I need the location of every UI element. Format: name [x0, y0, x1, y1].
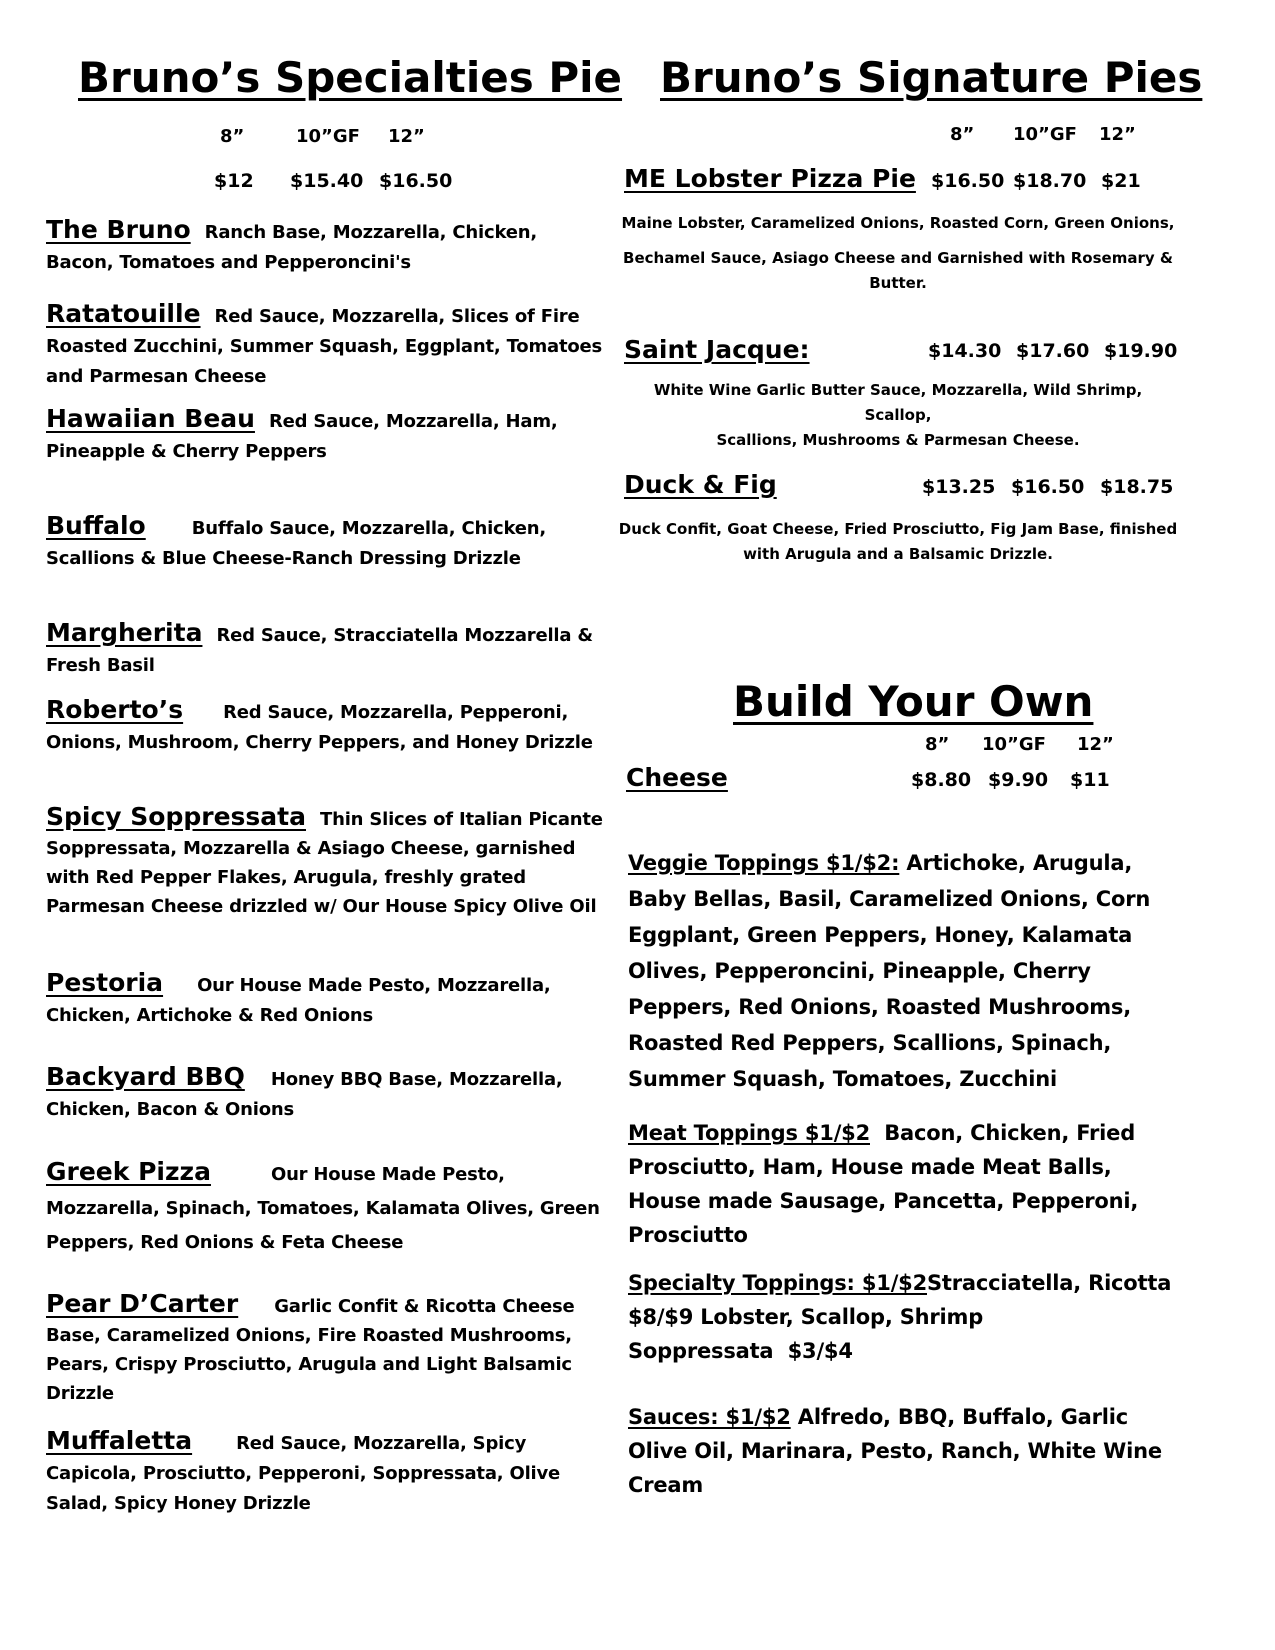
menu-item: [46, 1062, 606, 1125]
menu-item: [46, 802, 606, 921]
veggie-label: Veggie Toppings $1/$2:: [628, 851, 900, 875]
item-desc: Red Sauce, Mozzarella, Spicy Capicola, Prosciutto, Pepperoni, Soppressata, Olive Salad, Spicy Honey Drizzle: [46, 1433, 561, 1514]
item-desc: Our House Made Pesto, Mozzarella, Spinach, Tomatoes, Kalamata Olives, Green Peppers, Red Onions & Feta Cheese: [46, 1164, 600, 1253]
item-name: Muffaletta: [46, 1426, 193, 1455]
item-name: Spicy Soppressata: [46, 802, 306, 831]
signature-item-desc: [618, 517, 1178, 567]
meat-label: Meat Toppings $1/$2: [628, 1121, 870, 1145]
item-desc: Red Sauce, Mozzarella, Slices of Fire Roasted Zucchini, Summer Squash, Eggplant, Tomatoes and Parmesan Cheese: [46, 306, 603, 387]
cheese-price-10gf: $9.90: [988, 769, 1049, 791]
signature-size-8: 8”: [950, 124, 975, 145]
signature-item-name: Duck & Fig: [624, 470, 777, 499]
build-size-12: 12”: [1077, 734, 1114, 755]
cheese-price-8: $8.80: [911, 769, 972, 791]
desc-line: Butter.: [869, 274, 927, 292]
specialties-size-10gf: 10”GF: [296, 126, 360, 147]
signature-price-12: $21: [1101, 170, 1141, 192]
item-name: Greek Pizza: [46, 1157, 211, 1186]
sauces-label: Sauces: $1/$2: [628, 1405, 791, 1429]
item-desc: Buffalo Sauce, Mozzarella, Chicken, Scallions & Blue Cheese-Ranch Dressing Drizzle: [46, 518, 547, 569]
specialty-text3: Soppressata: [628, 1339, 774, 1363]
signature-price-8: $16.50: [931, 170, 1005, 192]
signature-price-10gf: $17.60: [1016, 340, 1090, 362]
item-name: Ratatouille: [46, 299, 201, 328]
item-desc: Red Sauce, Stracciatella Mozzarella & Fresh Basil: [46, 625, 593, 676]
menu-item: [46, 404, 606, 467]
specialties-size-12: 12”: [388, 126, 425, 147]
veggie-toppings: [628, 845, 1188, 1097]
build-size-10gf: 10”GF: [982, 734, 1046, 755]
signature-title: Bruno’s Signature Pies: [660, 53, 1203, 102]
sauces: [628, 1400, 1188, 1502]
signature-price-10gf: $16.50: [1011, 476, 1085, 498]
build-size-8: 8”: [925, 734, 950, 755]
menu-item: [46, 1426, 606, 1519]
specialties-title: Bruno’s Specialties Pie: [78, 53, 623, 102]
menu-item: [46, 968, 606, 1031]
specialty-price2: $8/$9: [628, 1305, 694, 1329]
item-desc: Ranch Base, Mozzarella, Chicken, Bacon, Tomatoes and Pepperoncini's: [46, 222, 538, 273]
item-desc: Thin Slices of Italian Picante Soppressata, Mozzarella & Asiago Cheese, garnished with Red Pepper Flakes, Arugula, freshly grated Parmesan Cheese drizzled w/ Our House Spicy Olive Oil: [46, 809, 603, 917]
desc-line: Duck Confit, Goat Cheese, Fried Prosciutto, Fig Jam Base, finished: [618, 520, 1178, 538]
specialty-toppings: [628, 1266, 1188, 1368]
specialties-price-10gf: $15.40: [290, 170, 364, 192]
item-desc: Our House Made Pesto, Mozzarella, Chicken, Artichoke & Red Onions: [46, 975, 551, 1026]
meat-toppings: [628, 1116, 1188, 1252]
item-name: The Bruno: [46, 215, 191, 244]
desc-line: Bechamel Sauce, Asiago Cheese and Garnished with Rosemary &: [623, 249, 1173, 267]
specialties-price-8: $12: [214, 170, 254, 192]
specialties-price-12: $16.50: [379, 170, 453, 192]
desc-line: Maine Lobster, Caramelized Onions, Roasted Corn, Green Onions,: [621, 214, 1175, 232]
signature-item-name: ME Lobster Pizza Pie: [624, 164, 916, 193]
signature-price-12: $19.90: [1104, 340, 1178, 362]
desc-line: White Wine Garlic Butter Sauce, Mozzarella, Wild Shrimp, Scallop,: [653, 381, 1143, 424]
item-desc: Honey BBQ Base, Mozzarella, Chicken, Bacon & Onions: [46, 1069, 563, 1120]
menu-item: [46, 299, 606, 392]
signature-item-desc: [618, 378, 1178, 453]
signature-size-12: 12”: [1099, 124, 1136, 145]
specialties-size-8: 8”: [220, 126, 245, 147]
menu-item: [46, 1155, 606, 1260]
signature-price-12: $18.75: [1100, 476, 1174, 498]
menu-item: [46, 215, 606, 278]
item-desc: Garlic Confit & Ricotta Cheese Base, Caramelized Onions, Fire Roasted Mushrooms, Pears, Crispy Prosciutto, Arugula and Light Balsamic Drizzle: [46, 1296, 575, 1404]
signature-price-8: $14.30: [928, 340, 1002, 362]
menu-item: [46, 511, 606, 574]
sauces-list: Alfredo, BBQ, Buffalo, Garlic Olive Oil, Marinara, Pesto, Ranch, White Wine Cream: [628, 1405, 1162, 1497]
build-title: Build Your Own: [733, 677, 1094, 726]
veggie-list: Artichoke, Arugula, Baby Bellas, Basil, Caramelized Onions, Corn Eggplant, Green Peppers, Honey, Kalamata Olives, Pepperoncini, Pineapple, Cherry Peppers, Red Onions, Roasted Mushrooms, Roasted Red Peppers, Scallions, Spinach, Summer Squash, Tomatoes, Zucchini: [628, 851, 1151, 1091]
signature-item-desc: [618, 211, 1178, 296]
item-name: Pear D’Carter: [46, 1289, 239, 1318]
menu-item: [46, 695, 606, 758]
item-desc: Red Sauce, Mozzarella, Pepperoni, Onions, Mushroom, Cherry Peppers, and Honey Drizzle: [46, 702, 593, 753]
cheese-name: Cheese: [626, 763, 728, 792]
item-name: Roberto’s: [46, 695, 184, 724]
specialty-label: Specialty Toppings: $1/$2: [628, 1271, 927, 1295]
desc-line: Scallions, Mushrooms & Parmesan Cheese.: [716, 431, 1080, 449]
item-name: Hawaiian Beau: [46, 404, 255, 433]
specialty-price3: $3/$4: [787, 1339, 853, 1363]
item-name: Backyard BBQ: [46, 1062, 245, 1091]
menu-item: [46, 618, 606, 681]
desc-line: with Arugula and a Balsamic Drizzle.: [743, 545, 1053, 563]
item-name: Pestoria: [46, 968, 164, 997]
item-desc: Red Sauce, Mozzarella, Ham, Pineapple & Cherry Peppers: [46, 411, 558, 462]
item-name: Margherita: [46, 618, 203, 647]
signature-item-name: Saint Jacque:: [624, 335, 810, 364]
meat-list: Bacon, Chicken, Fried Prosciutto, Ham, House made Meat Balls, House made Sausage, Pancetta, Pepperoni, Prosciutto: [628, 1121, 1139, 1247]
specialty-text2: Lobster, Scallop, Shrimp: [700, 1305, 984, 1329]
signature-price-10gf: $18.70: [1013, 170, 1087, 192]
specialty-text1: Stracciatella, Ricotta: [927, 1271, 1172, 1295]
item-name: Buffalo: [46, 511, 146, 540]
cheese-price-12: $11: [1070, 769, 1110, 791]
signature-size-10gf: 10”GF: [1013, 124, 1077, 145]
signature-price-8: $13.25: [922, 476, 996, 498]
menu-item: [46, 1289, 606, 1408]
